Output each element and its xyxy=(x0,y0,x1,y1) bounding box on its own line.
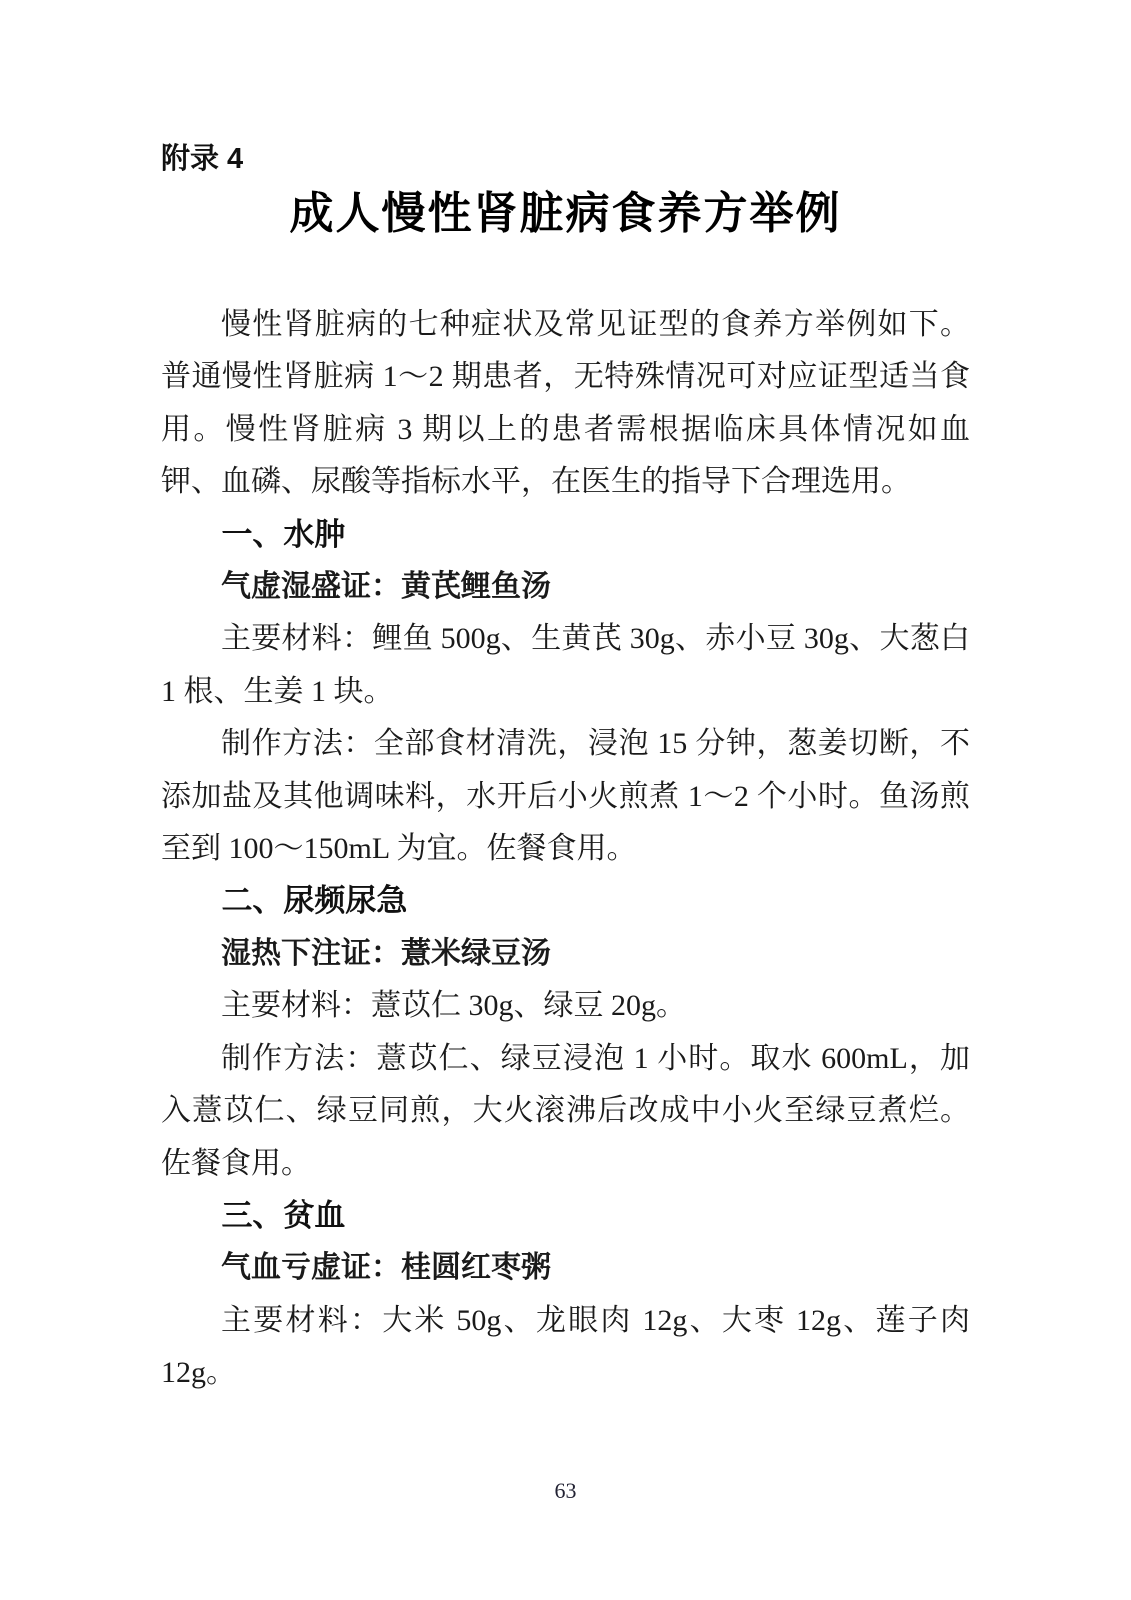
syndrome-line-anemia: 气血亏虚证：桂圆红枣粥 xyxy=(221,1251,551,1285)
materials-paragraph-anemia: 主要材料：大米 50g、龙眼肉 12g、大枣 12g、莲子肉 12g。 xyxy=(161,1303,970,1390)
section-urinary-frequency xyxy=(161,875,970,1189)
syndrome-line-urinary-frequency: 湿热下注证：薏米绿豆汤 xyxy=(221,936,551,970)
method-paragraph-edema: 制作方法：全部食材清洗，浸泡 15 分钟，葱姜切断，不添加盐及其他调味料，水开后小火煎煮 1～2 个小时。鱼汤煎至到 100～150mL 为宜。佐餐食用。 xyxy=(161,727,970,866)
materials-paragraph-edema: 主要材料：鲤鱼 500g、生黄芪 30g、赤小豆 30g、大葱白 1 根、生姜 1 块。 xyxy=(161,622,970,708)
section-anemia xyxy=(161,1190,970,1400)
page-title: 成人慢性肾脏病食养方举例 xyxy=(289,189,842,238)
section-heading-edema: 一、水肿 xyxy=(221,516,346,552)
page-number: 63 xyxy=(554,1478,577,1503)
intro-paragraph: 慢性肾脏病的七种症状及常见证型的食养方举例如下。普通慢性肾脏病 1～2 期患者，无特殊情况可对应证型适当食用。慢性肾脏病 3 期以上的患者需根据临床具体情况如血钾、血磷、尿酸等指标水平，在医生的指导下合理选用。 xyxy=(161,308,970,499)
section-heading-urinary-frequency: 二、尿频尿急 xyxy=(221,883,408,919)
materials-paragraph-urinary-frequency: 主要材料：薏苡仁 30g、绿豆 20g。 xyxy=(221,989,686,1023)
section-edema xyxy=(161,509,970,876)
syndrome-line-edema: 气虚湿盛证：黄芪鲤鱼汤 xyxy=(221,570,551,604)
appendix-label: 附录 4 xyxy=(161,143,244,175)
page-content xyxy=(161,0,970,1400)
section-heading-anemia: 三、贫血 xyxy=(221,1197,346,1233)
method-paragraph-urinary-frequency: 制作方法：薏苡仁、绿豆浸泡 1 小时。取水 600mL，加入薏苡仁、绿豆同煎，大火滚沸后改成中小火至绿豆煮烂。佐餐食用。 xyxy=(161,1041,970,1180)
